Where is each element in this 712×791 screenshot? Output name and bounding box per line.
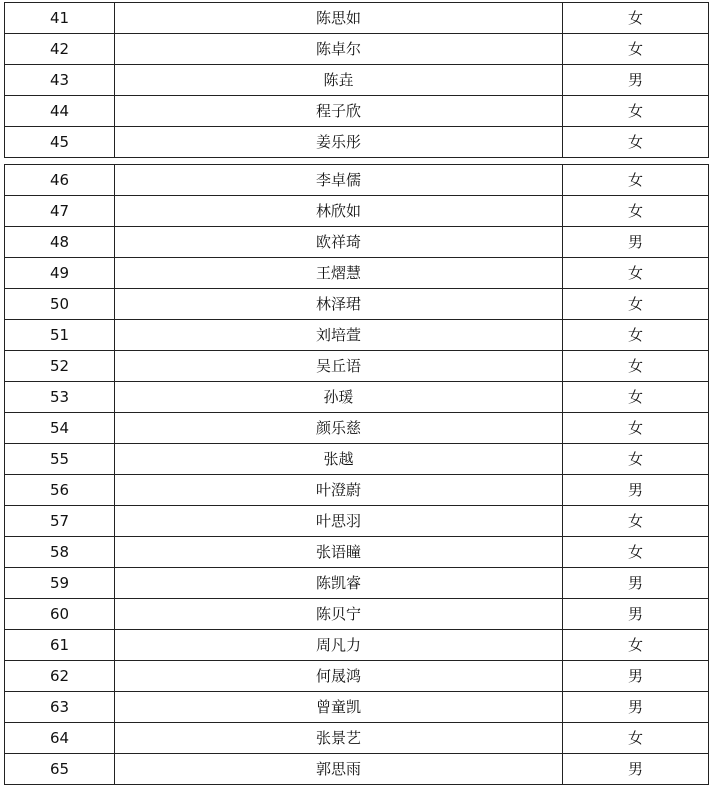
table-row [5, 34, 709, 65]
table-row [5, 3, 709, 34]
student-gender-cell: 女 [563, 537, 709, 568]
student-gender-cell: 男 [563, 568, 709, 599]
student-name-cell: 林泽珺 [115, 289, 563, 320]
student-gender-cell: 女 [563, 320, 709, 351]
table-row [5, 289, 709, 320]
student-name-cell: 欧祥琦 [115, 227, 563, 258]
student-gender-cell: 女 [563, 127, 709, 158]
table-row [5, 692, 709, 723]
student-name-cell: 颜乐慈 [115, 413, 563, 444]
student-name-cell: 姜乐彤 [115, 127, 563, 158]
student-gender-cell: 女 [563, 196, 709, 227]
student-number-cell: 42 [5, 34, 115, 65]
table-row [5, 506, 709, 537]
table-row [5, 351, 709, 382]
roster-table-upper [4, 2, 709, 158]
table-row [5, 568, 709, 599]
student-number-cell: 58 [5, 537, 115, 568]
student-number-cell: 64 [5, 723, 115, 754]
student-number-cell: 63 [5, 692, 115, 723]
student-number-cell: 47 [5, 196, 115, 227]
student-gender-cell: 男 [563, 692, 709, 723]
student-gender-cell: 女 [563, 444, 709, 475]
student-number-cell: 50 [5, 289, 115, 320]
student-number-cell: 51 [5, 320, 115, 351]
student-name-cell: 郭思雨 [115, 754, 563, 785]
student-number-cell: 62 [5, 661, 115, 692]
student-number-cell: 56 [5, 475, 115, 506]
student-number-cell: 45 [5, 127, 115, 158]
table-row [5, 444, 709, 475]
student-number-cell: 59 [5, 568, 115, 599]
student-gender-cell: 女 [563, 506, 709, 537]
roster-table-lower [4, 164, 709, 785]
table-row [5, 320, 709, 351]
table-row [5, 630, 709, 661]
table-row [5, 258, 709, 289]
student-number-cell: 57 [5, 506, 115, 537]
student-name-cell: 叶澄蔚 [115, 475, 563, 506]
student-number-cell: 53 [5, 382, 115, 413]
student-number-cell: 60 [5, 599, 115, 630]
table-row [5, 227, 709, 258]
student-name-cell: 陈思如 [115, 3, 563, 34]
student-name-cell: 孙瑗 [115, 382, 563, 413]
table-row [5, 754, 709, 785]
student-name-cell: 陈凯睿 [115, 568, 563, 599]
student-name-cell: 何晟鸿 [115, 661, 563, 692]
student-gender-cell: 男 [563, 475, 709, 506]
student-name-cell: 张语瞳 [115, 537, 563, 568]
student-gender-cell: 男 [563, 599, 709, 630]
table-row [5, 196, 709, 227]
student-number-cell: 54 [5, 413, 115, 444]
table-row [5, 165, 709, 196]
student-gender-cell: 男 [563, 65, 709, 96]
student-name-cell: 张越 [115, 444, 563, 475]
student-name-cell: 张景艺 [115, 723, 563, 754]
student-gender-cell: 女 [563, 3, 709, 34]
student-gender-cell: 女 [563, 165, 709, 196]
table-row [5, 127, 709, 158]
student-number-cell: 52 [5, 351, 115, 382]
student-name-cell: 周凡力 [115, 630, 563, 661]
student-name-cell: 陈贝宁 [115, 599, 563, 630]
student-gender-cell: 女 [563, 34, 709, 65]
student-number-cell: 61 [5, 630, 115, 661]
student-gender-cell: 女 [563, 96, 709, 127]
roster-table-body [5, 3, 709, 158]
student-number-cell: 43 [5, 65, 115, 96]
student-number-cell: 48 [5, 227, 115, 258]
table-row [5, 537, 709, 568]
student-number-cell: 65 [5, 754, 115, 785]
student-gender-cell: 女 [563, 630, 709, 661]
student-gender-cell: 男 [563, 661, 709, 692]
student-name-cell: 吴丘语 [115, 351, 563, 382]
student-name-cell: 王熠慧 [115, 258, 563, 289]
student-gender-cell: 女 [563, 258, 709, 289]
student-number-cell: 46 [5, 165, 115, 196]
student-name-cell: 叶思羽 [115, 506, 563, 537]
student-name-cell: 李卓儒 [115, 165, 563, 196]
student-name-cell: 刘培萱 [115, 320, 563, 351]
student-number-cell: 41 [5, 3, 115, 34]
student-gender-cell: 女 [563, 351, 709, 382]
student-gender-cell: 男 [563, 227, 709, 258]
table-row [5, 475, 709, 506]
student-name-cell: 陈卓尔 [115, 34, 563, 65]
student-name-cell: 曾童凯 [115, 692, 563, 723]
student-gender-cell: 女 [563, 413, 709, 444]
table-row [5, 413, 709, 444]
student-name-cell: 陈垚 [115, 65, 563, 96]
table-row [5, 599, 709, 630]
student-name-cell: 林欣如 [115, 196, 563, 227]
student-name-cell: 程子欣 [115, 96, 563, 127]
table-row [5, 723, 709, 754]
student-gender-cell: 女 [563, 723, 709, 754]
table-row [5, 661, 709, 692]
table-row [5, 382, 709, 413]
student-number-cell: 49 [5, 258, 115, 289]
student-gender-cell: 女 [563, 289, 709, 320]
roster-table-body [5, 165, 709, 785]
student-gender-cell: 女 [563, 382, 709, 413]
table-row [5, 96, 709, 127]
table-row [5, 65, 709, 96]
student-number-cell: 55 [5, 444, 115, 475]
student-gender-cell: 男 [563, 754, 709, 785]
student-number-cell: 44 [5, 96, 115, 127]
